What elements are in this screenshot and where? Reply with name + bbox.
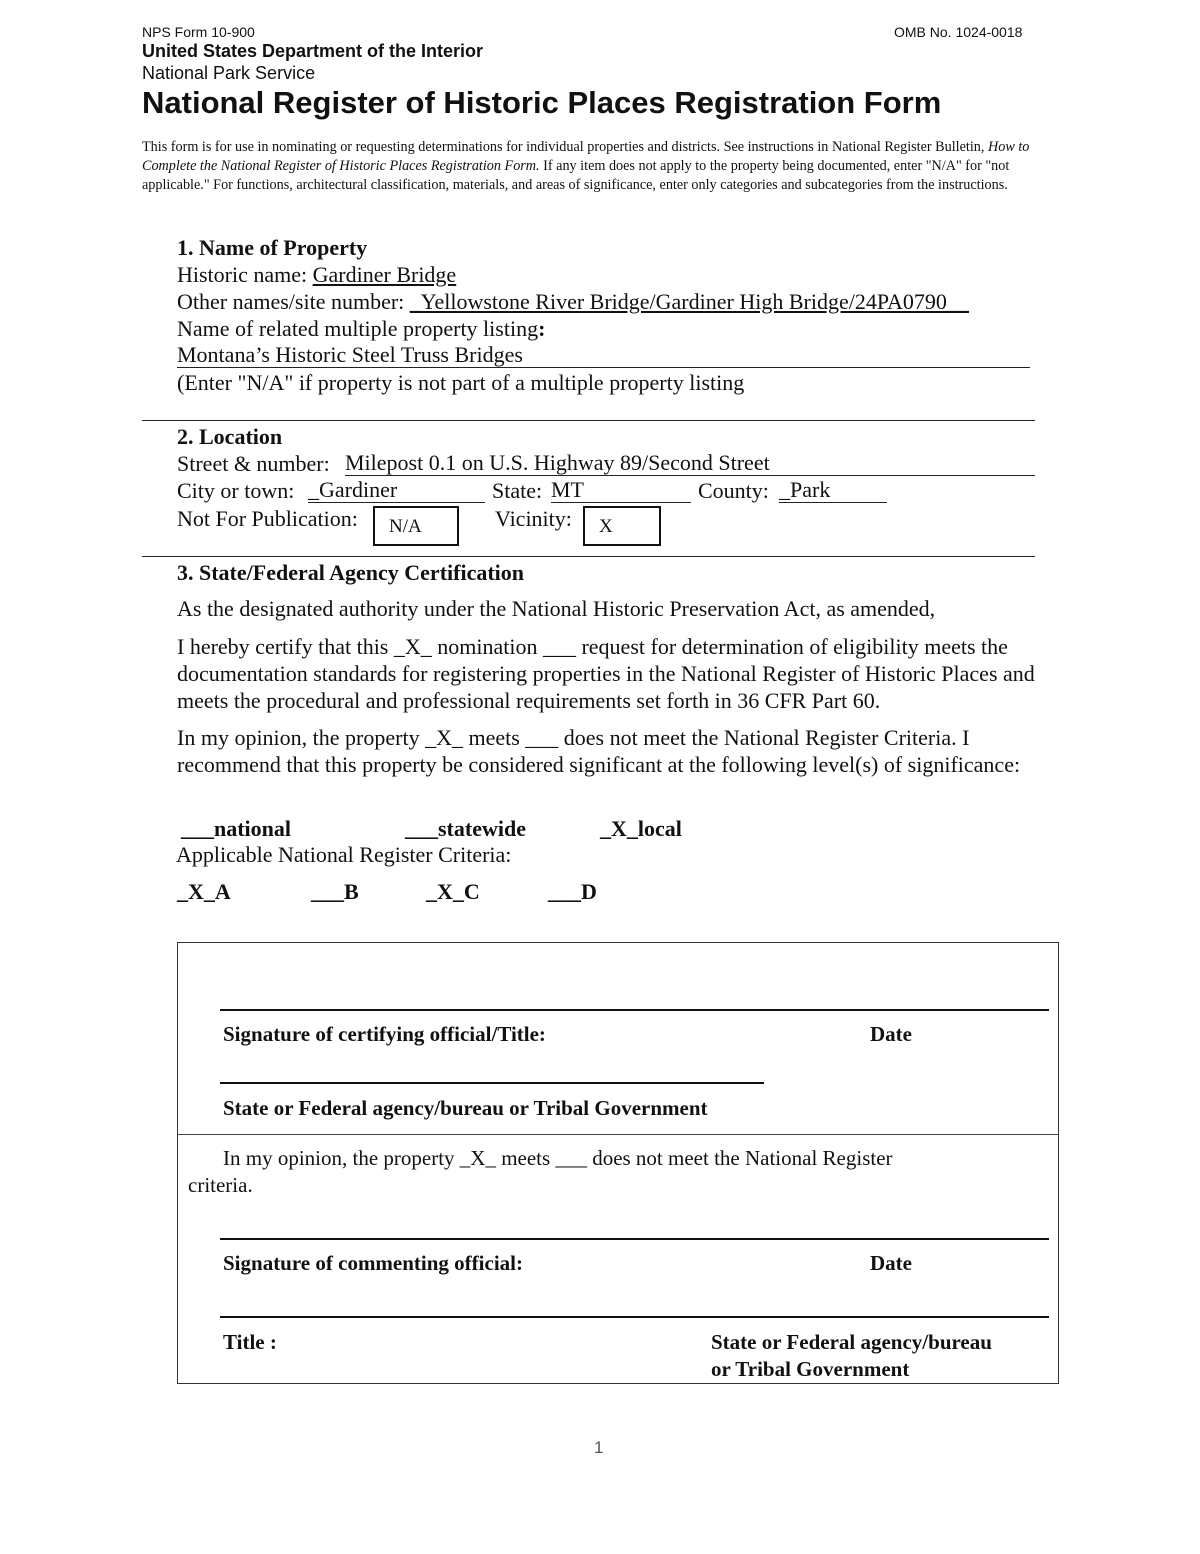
mpl-value: Montana’s Historic Steel Truss Bridges [177,343,1030,368]
bulletin-title: How to Complete the National Register of Historic Places Registration Form. [142,139,1030,174]
signature-box-divider [178,1134,1058,1135]
form-number: NPS Form 10-900 [142,24,255,40]
title-line[interactable] [220,1316,1049,1318]
commenting-opinion-line2: criteria. [188,1173,253,1197]
section-1-heading: 1. Name of Property [177,235,368,260]
commenting-opinion-line1: In my opinion, the property _X_ meets ___ does not meet the National Register [223,1146,893,1170]
state-label: State: [492,478,543,503]
section-2-heading: 2. Location [177,424,283,449]
city-label: City or town: [177,478,295,503]
city-value: _Gardiner [308,478,485,503]
level-local: _X_local [600,816,682,841]
certifying-signature-label: Signature of certifying official/Title: [223,1022,546,1046]
other-names-row: Other names/site number: _Yellowstone River Bridge/Gardiner High Bridge/24PA0790__ [177,289,969,314]
omb-number: OMB No. 1024-0018 [894,24,1023,40]
section-3-heading: 3. State/Federal Agency Certification [177,560,525,585]
mpl-label: Name of related multiple property listing: [177,316,546,341]
state-value: MT [551,478,691,503]
county-value: _Park [779,478,887,503]
form-title: National Register of Historic Places Registration Form [142,85,942,120]
county-label: County: [698,478,769,503]
section-divider-2 [142,556,1035,557]
opinion-statement: In my opinion, the property _X_ meets ___ does not meet the National Register Criteria. I recommend that this property be considered significant at the following level(s) of significance: [177,725,1021,777]
vicinity-box[interactable]: X [583,506,661,546]
agency-label-2-line2: or Tribal Government [711,1357,910,1381]
nfp-label: Not For Publication: [177,506,358,531]
mpl-note: (Enter "N/A" if property is not part of a multiple property listing [177,370,745,395]
criterion-a: _X_A [177,879,231,904]
level-statewide: ___statewide [405,816,526,841]
page-number: 1 [594,1438,604,1457]
commenting-signature-label: Signature of commenting official: [223,1251,523,1275]
agency: National Park Service [142,63,316,83]
section-divider-1 [142,420,1035,421]
criterion-b: ___B [311,879,359,904]
level-national: ___national [181,816,292,841]
nfp-box[interactable]: N/A [373,506,459,546]
vicinity-label: Vicinity: [495,506,572,531]
street-value: Milepost 0.1 on U.S. Highway 89/Second Street [345,451,1035,476]
intro-paragraph: This form is for use in nominating or requesting determinations for individual properties and districts. See instructions in National Register Bulletin, How to Complete the National Register of Historic Places Registration Form. If any item does not apply to the property being documented, enter "N/A" for "not applicable." For functions, architectural classification, materials, and areas of significance, enter only categories and subcategories from the instructions. [142,139,1030,193]
agency-label-2-line1: State or Federal agency/bureau [711,1330,992,1354]
historic-name-row: Historic name: Gardiner Bridge [177,262,457,287]
department: United States Department of the Interior [142,41,484,61]
criteria-label: Applicable National Register Criteria: [176,842,512,867]
historic-name-value: Gardiner Bridge [312,262,457,287]
authority-statement: As the designated authority under the National Historic Preservation Act, as amended, [177,596,936,621]
criterion-c: _X_C [426,879,480,904]
agency-label-1: State or Federal agency/bureau or Tribal Government [223,1096,708,1120]
date-label-2: Date [870,1251,912,1275]
title-label: Title : [223,1330,277,1354]
criterion-d: ___D [548,879,597,904]
certifying-signature-line[interactable] [220,1009,1049,1011]
date-label-1: Date [870,1022,912,1046]
commenting-signature-line[interactable] [220,1238,1049,1240]
certification-statement: I hereby certify that this _X_ nomination ___ request for determination of eligibility meets the documentation standards for registering properties in the National Register of Historic Places and meets the procedural and professional requirements set forth in 36 CFR Part 60. [177,634,1035,713]
street-label: Street & number: [177,451,330,476]
agency-line-1[interactable] [220,1082,764,1084]
other-names-value: _Yellowstone River Bridge/Gardiner High Bridge/24PA0790__ [409,289,969,314]
